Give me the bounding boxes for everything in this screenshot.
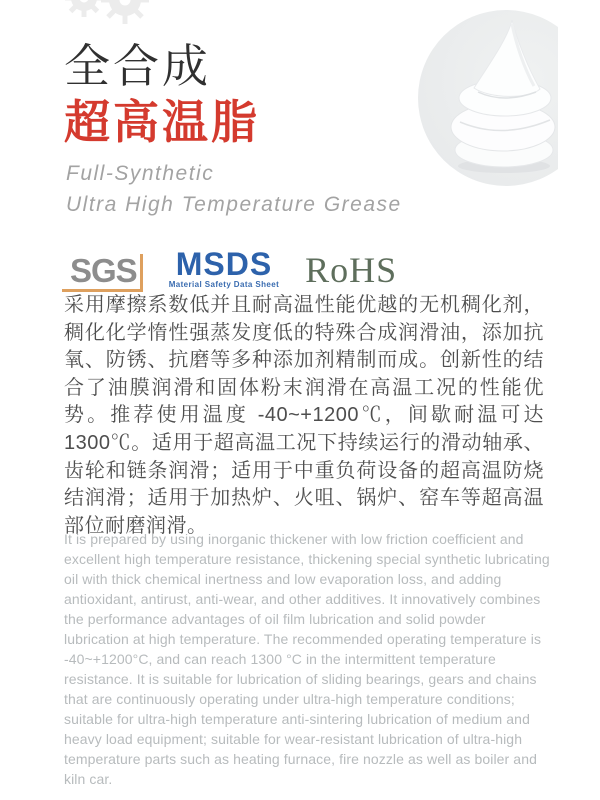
page-subtitle-en	[66, 158, 402, 220]
sgs-logo	[62, 254, 143, 292]
description-english: It is prepared by using inorganic thickener with low friction coefficient and excellent high temperature resistance, thickening special synthetic lubricating oil with thick chemical inertness and low evaporation loss, and adding antioxidant, antirust, anti-wear, and other additives. It innovatively combines the performance advantages of oil film lubrication and solid powder lubrication at high temperature. The recommended operating temperature is -40~+1200°C, and can reach 1300 °C in the intermittent temperature resistance. It is suitable for lubrication of sliding bearings, gears and chains that are continuously operating under ultra-high temperature conditions; suitable for ultra-high temperature anti-sintering lubrication of medium and heavy load equipment; suitable for wear-resistant lubrication of ultra-high temperature parts such as heating furnace, fire nozzle as well as boiler and kiln car.	[64, 531, 550, 787]
grease-dollop-image	[418, 0, 558, 195]
msds-logo-label: MSDS	[175, 246, 273, 282]
sgs-logo-label: SGS	[70, 252, 137, 289]
gear-icon	[62, 0, 162, 26]
page-title-cn: 全合成	[64, 40, 211, 92]
gear-icons-decoration	[62, 0, 162, 26]
subtitle-line1: Full-Synthetic	[66, 162, 215, 185]
page-title-cn-red: 超高温脂	[64, 96, 260, 148]
msds-logo	[168, 246, 280, 292]
subtitle-line2: Ultra High Temperature Grease	[66, 193, 402, 216]
description-chinese: 采用摩擦系数低并且耐高温性能优越的无机稠化剂，稠化化学惰性强蒸发度低的特殊合成润滑油，添加抗氧、防锈、抗磨等多种添加剂精制而成。创新性的结合了油膜润滑和固体粉末润滑在高温工况的性能优势。推荐使用温度 -40~+1200℃，间歇耐温可达 1300℃。适用于超高温工况下持续运行的滑动轴承、齿轮和链条润滑；适用于中重负荷设备的超高温防烧结润滑；适用于加热炉、火咀、锅炉、窑车等超高温部位耐磨润滑。	[64, 294, 544, 537]
rohs-logo	[305, 252, 397, 292]
rohs-logo-label: RoHS	[305, 250, 398, 290]
product-grease-photo	[418, 0, 558, 195]
certification-logos	[62, 238, 402, 292]
msds-logo-caption: Material Safety Data Sheet	[168, 280, 280, 289]
